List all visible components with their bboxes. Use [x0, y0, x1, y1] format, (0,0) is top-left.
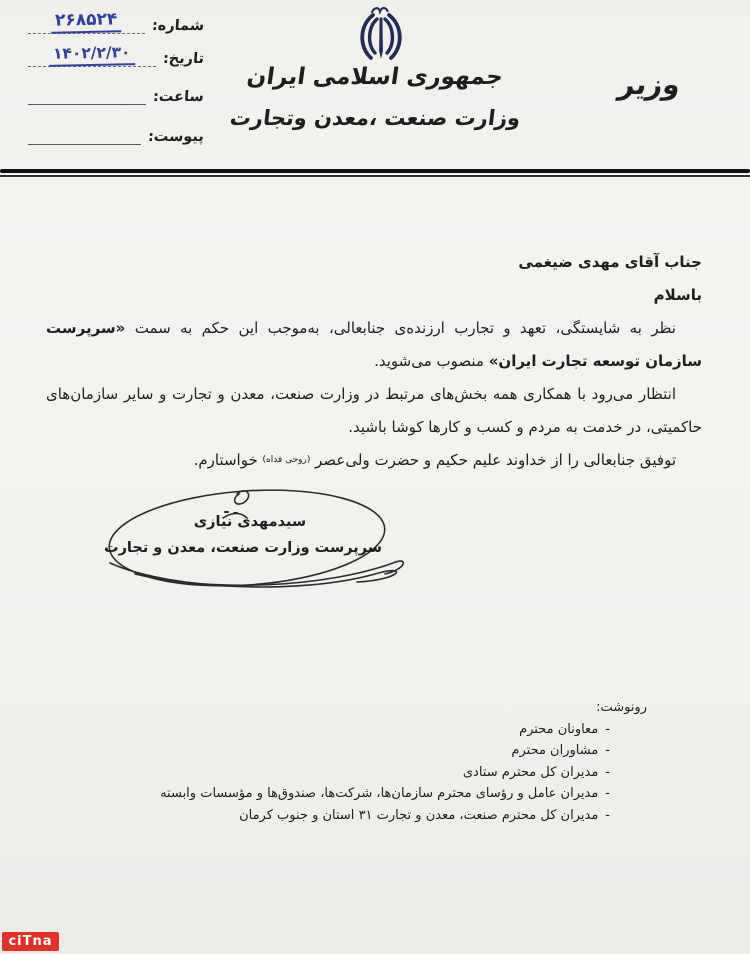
paragraph-appointment — [46, 312, 702, 378]
header-divider — [0, 169, 750, 177]
field-row-number — [26, 10, 204, 34]
number-line — [28, 10, 145, 34]
honorific-small-text: (روحی فداه) — [262, 455, 311, 465]
paragraph-appointment-pre: نظر به شایستگی، تعهد و تجارب ارزنده‌ی جنابعالی، به‌موجب این حکم به سمت — [125, 319, 676, 337]
paragraph-wish — [46, 444, 702, 480]
paragraph-wish-post: خواستارم. — [193, 451, 263, 469]
time-label: ساعت: — [152, 89, 205, 105]
cc-heading: رونوشت: — [596, 700, 647, 715]
divider-thick-line — [0, 169, 750, 173]
salutation-line: باسلام — [653, 286, 702, 304]
cc-item: - مشاوران محترم — [160, 740, 610, 762]
cc-item: - مدیران کل محترم ستادی — [160, 762, 610, 784]
header-country-title: جمهوری اسلامی ایران — [245, 64, 505, 90]
cc-list — [160, 719, 647, 827]
cc-block — [160, 697, 647, 826]
date-handwritten-value: ۱۴۰۲/۲/۳۰ — [49, 42, 135, 67]
cc-item: - معاونان محترم — [160, 719, 610, 741]
number-handwritten-value: ۲۶۸۵۲۴ — [51, 9, 122, 33]
letter-body — [46, 246, 702, 480]
header-ministry-title: وزارت صنعت ،معدن وتجارت — [228, 106, 522, 130]
iran-emblem-icon — [351, 4, 411, 64]
number-label: شماره: — [151, 18, 205, 34]
appointment-position-bold: «سرپرست سازمان توسعه تجارت ایران» — [46, 319, 702, 370]
paragraph-wish-pre: توفیق جنابعالی را از خداوند علیم حکیم و حضرت ولی‌عصر — [310, 451, 676, 469]
citna-watermark-logo: ciTna — [2, 932, 59, 951]
signer-title: سرپرست وزارت صنعت، معدن و تجارت — [104, 540, 382, 556]
cc-item: - مدیران کل محترم صنعت، معدن و تجارت ۳۱ استان و جنوب کرمان — [160, 805, 610, 827]
date-label: تاریخ: — [162, 51, 205, 67]
signer-name: سیدمهدی نیازی — [193, 514, 307, 530]
minister-caption: وزیر — [616, 68, 684, 101]
paragraph-expectation: انتظار می‌رود با همکاری همه بخش‌های مرتبط در وزارت صنعت، معدن و تجارت و سایر سازمان‌های حاکمیتی، در خدمت به مردم و کسب و کارها کوشا باشید. — [46, 385, 702, 436]
divider-thin-line — [0, 175, 750, 177]
addressee-line: جناب آقای مهدی ضیغمی — [518, 253, 702, 271]
paragraph-appointment-post: منصوب می‌شوید. — [374, 352, 489, 370]
attachment-label: پیوست: — [147, 129, 205, 145]
cc-item: - مدیران عامل و رؤسای محترم سازمان‌ها، شرکت‌ها، صندوق‌ها و مؤسسات وابسته — [160, 783, 610, 805]
